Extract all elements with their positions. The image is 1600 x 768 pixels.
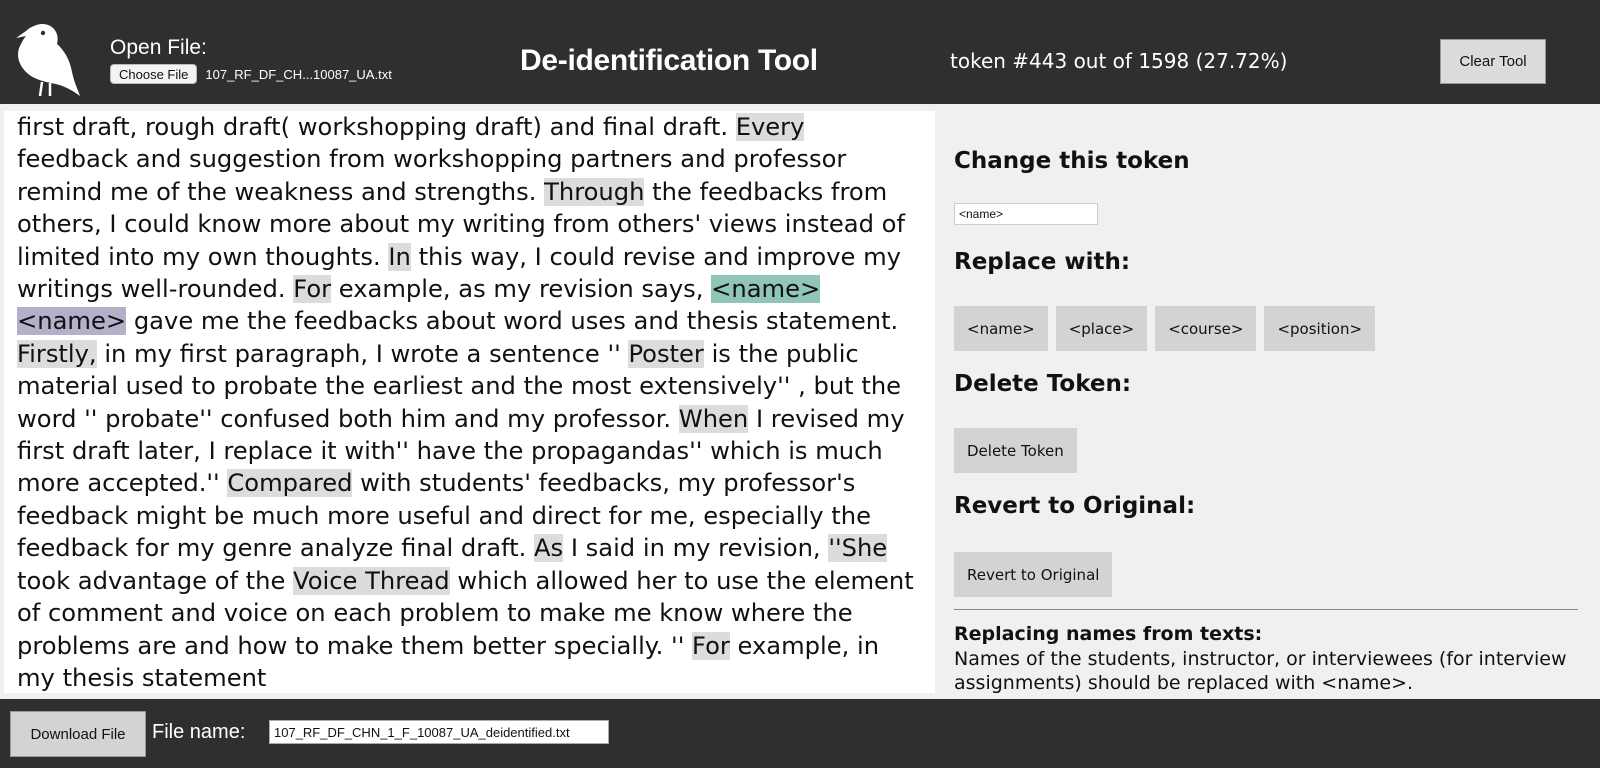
text-run: with students' feedbacks, my professor's feedback might be much more useful and direct for me, especially the feedback for my genre analyze final draft. [17,469,871,563]
file-name-label: File name: [152,721,246,743]
token-highlight[interactable]: For [692,631,730,660]
replace-name-button[interactable]: <name> [954,306,1048,351]
delete-heading: Delete Token: [954,371,1132,397]
footer-bar [0,699,1600,768]
info-heading: Replacing names from texts: [954,623,1263,645]
replace-place-button[interactable]: <place> [1056,306,1148,351]
name-token[interactable]: <name> [711,275,821,304]
text-run: first draft, rough draft( workshopping draft) and final draft. [17,113,736,141]
current-token-input[interactable] [954,203,1098,225]
token-editor-panel [954,104,1594,699]
text-run: in my first paragraph, I wrote a sentence '' [96,339,629,368]
text-run: I revised my first draft later, I replace it with'' have the propagandas'' which is much more accepted.'' [17,404,905,498]
info-text: Names of the students, instructor, or interviewees (for interview assignments) should be replaced with <name>. [954,648,1567,694]
text-run: gave me the feedbacks about word uses and thesis statement. [126,307,899,336]
app-title: De-identification Tool [520,44,818,77]
clear-tool-button[interactable]: Clear Tool [1440,39,1546,84]
text-run: which allowed her to use the element of comment and voice on each problem to make me know where the problems are and how to make them better specially. '' [17,566,914,660]
bird-icon [12,20,82,98]
token-highlight[interactable]: ''She [828,534,888,563]
replace-position-button[interactable]: <position> [1264,306,1375,351]
token-highlight[interactable]: Through [544,177,645,206]
text-run: example, in my thesis statement [17,631,880,692]
replace-options [954,306,1375,351]
token-highlight[interactable]: For [293,275,332,304]
name-token[interactable]: <name> [17,307,127,336]
document-text-panel[interactable] [4,111,935,693]
header-bar [0,0,1600,104]
change-token-heading: Change this token [954,148,1190,174]
revert-original-button[interactable]: Revert to Original [954,552,1112,597]
token-highlight[interactable]: Voice Thread [293,566,450,595]
text-run: feedback and suggestion from workshopping partners and professor remind me of the weakness and strengths. [17,145,847,206]
choose-file-button[interactable]: Choose File [110,64,197,84]
token-highlight[interactable]: Compared [227,469,353,498]
token-highlight[interactable]: When [678,404,749,433]
text-run: this way, I could revise and improve my writings well-rounded. [17,242,901,304]
token-highlight[interactable]: Every [735,113,805,141]
open-file-label: Open File: [110,36,207,59]
text-run: example, as my revision says, [331,275,712,304]
download-file-button[interactable]: Download File [10,711,146,757]
text-run: I said in my revision, [563,534,829,563]
chosen-file-name: 107_RF_DF_CH...10087_UA.txt [205,66,392,82]
document-text [4,111,935,693]
text-run: took advantage of the [17,566,294,595]
text-run: is the public material used to probate the earliest and the most extensively'' , but the word '' probate'' confused both him and my professor. [17,339,902,433]
token-highlight[interactable]: Firstly, [17,339,97,368]
token-highlight[interactable]: Poster [628,339,704,368]
divider [954,609,1578,610]
open-file-group [110,36,392,84]
token-highlight[interactable]: In [388,242,411,271]
revert-heading: Revert to Original: [954,493,1196,519]
token-highlight[interactable]: As [534,534,564,563]
replace-course-button[interactable]: <course> [1155,306,1256,351]
replace-heading: Replace with: [954,249,1131,275]
delete-token-button[interactable]: Delete Token [954,428,1077,473]
text-run: the feedbacks from others, I could know more about my writing from others' views instead of limited into my own thoughts. [17,177,905,271]
file-name-input[interactable] [269,720,609,744]
token-counter: token #443 out of 1598 (27.72%) [950,49,1288,73]
